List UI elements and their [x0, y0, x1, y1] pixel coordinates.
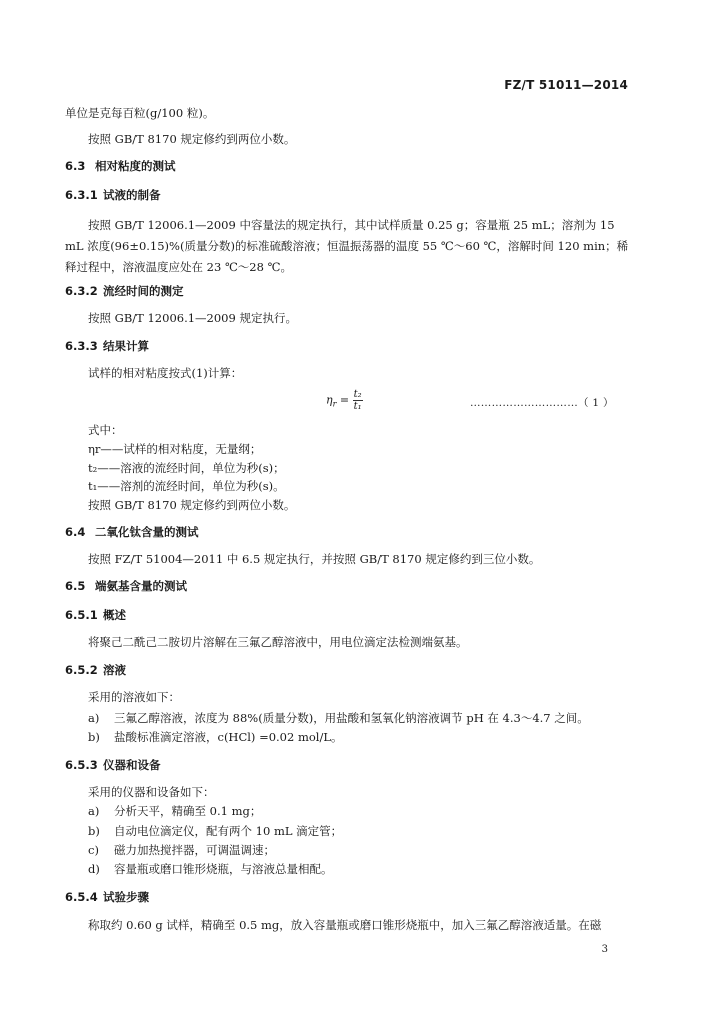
list-item — [88, 803, 261, 820]
list-marker: c) — [88, 843, 99, 857]
section-heading — [65, 578, 187, 594]
definition-line: ηr——试样的相对粘度，无量纲； — [88, 442, 262, 456]
list-item — [88, 861, 333, 878]
section-title: 流经时间的测定 — [103, 284, 184, 298]
section-heading — [65, 607, 126, 623]
section-heading — [65, 338, 149, 354]
section-heading — [65, 158, 176, 174]
list-text: 容量瓶或磨口锥形烧瓶，与溶液总量相配。 — [114, 862, 333, 876]
text-line: 按照 FZ/T 51004—2011 中 6.5 规定执行，并按照 GB/T 8170 规定修约到三位小数。 — [88, 552, 541, 566]
section-number: 6.3.3 — [65, 339, 98, 353]
section-heading — [65, 662, 126, 678]
list-item — [88, 729, 343, 746]
text-line: 按照 GB/T 8170 规定修约到两位小数。 — [88, 132, 296, 146]
list-text: 盐酸标准滴定溶液，c(HCl) =0.02 mol/L。 — [114, 730, 343, 744]
list-text: 分析天平，精确至 0.1 mg； — [114, 804, 262, 818]
list-item — [88, 710, 589, 727]
section-title: 溶液 — [103, 663, 126, 677]
section-number: 6.5 — [65, 579, 86, 593]
formula-lhs: η — [326, 393, 333, 407]
formula-numerator: t₂ — [353, 389, 362, 400]
list-text: 自动电位滴定仪，配有两个 10 mL 滴定管； — [114, 824, 343, 838]
section-title: 仪器和设备 — [103, 758, 161, 772]
definition-line: t₂——溶液的流经时间，单位为秒(s)； — [88, 461, 285, 475]
list-marker: b) — [88, 824, 100, 838]
section-number: 6.3 — [65, 159, 86, 173]
standard-number: FZ/T 51011—2014 — [504, 78, 628, 92]
list-marker: a) — [88, 804, 100, 818]
section-number: 6.5.2 — [65, 663, 98, 677]
section-title: 试液的制备 — [103, 188, 161, 202]
list-item — [88, 842, 275, 859]
section-title: 概述 — [103, 608, 126, 622]
section-title: 试验步骤 — [103, 890, 149, 904]
text-line: 式中： — [88, 423, 123, 437]
text-line: 试样的相对粘度按式(1)计算： — [88, 366, 243, 380]
formula — [326, 389, 363, 412]
text-line: 按照 GB/T 12006.1—2009 规定执行。 — [88, 311, 297, 325]
list-marker: b) — [88, 730, 100, 744]
section-title: 结果计算 — [103, 339, 149, 353]
list-item — [88, 823, 342, 840]
list-marker: d) — [88, 862, 100, 876]
paragraph: 按照 GB/T 12006.1—2009 中容量法的规定执行，其中试样质量 0.25 g；容量瓶 25 mL；溶剂为 15 mL 浓度(96±0.15)%(质量分数)的标准硫酸溶液；恒温振荡器的温度 55 ℃～60 ℃，溶解时间 120 min；稀释过程中，溶液温度应处在 23 ℃～28 ℃。 — [65, 218, 629, 274]
text-line: 将聚己二酰己二胺切片溶解在三氟乙醇溶液中，用电位滴定法检测端氨基。 — [88, 635, 468, 649]
section-heading — [65, 283, 184, 299]
list-marker: a) — [88, 711, 100, 725]
text-line: 单位是克每百粒(g/100 粒)。 — [65, 106, 215, 120]
section-heading — [65, 757, 161, 773]
formula-subscript: r — [332, 399, 337, 409]
section-title: 二氧化钛含量的测试 — [95, 525, 199, 539]
text-line: 按照 GB/T 8170 规定修约到两位小数。 — [88, 498, 296, 512]
section-heading — [65, 187, 161, 203]
section-number: 6.3.1 — [65, 188, 98, 202]
section-number: 6.4 — [65, 525, 86, 539]
section-number: 6.5.4 — [65, 890, 98, 904]
section-number: 6.5.1 — [65, 608, 98, 622]
formula-denominator: t₁ — [353, 401, 362, 412]
list-text: 磁力加热搅拌器，可调温调速； — [114, 843, 275, 857]
definition-line: t₁——溶剂的流经时间，单位为秒(s)。 — [88, 479, 285, 493]
text-line: 采用的溶液如下： — [88, 690, 180, 704]
page-number: 3 — [601, 944, 608, 955]
text-line: 采用的仪器和设备如下： — [88, 785, 215, 799]
text-line: 称取约 0.60 g 试样，精确至 0.5 mg，放入容量瓶或磨口锥形烧瓶中，加入三氟乙醇溶液适量。在磁 — [88, 918, 602, 932]
formula-equals: = — [336, 393, 353, 407]
section-title: 端氨基含量的测试 — [95, 579, 187, 593]
section-heading — [65, 524, 199, 540]
section-number: 6.5.3 — [65, 758, 98, 772]
formula-fraction — [353, 389, 363, 412]
section-heading — [65, 889, 149, 905]
section-number: 6.3.2 — [65, 284, 98, 298]
list-text: 三氟乙醇溶液，浓度为 88%(质量分数)，用盐酸和氢氧化钠溶液调节 pH 在 4.3～4.7 之间。 — [114, 711, 589, 725]
formula-reference: …………………………（ 1 ） — [470, 397, 614, 409]
section-title: 相对粘度的测试 — [95, 159, 176, 173]
